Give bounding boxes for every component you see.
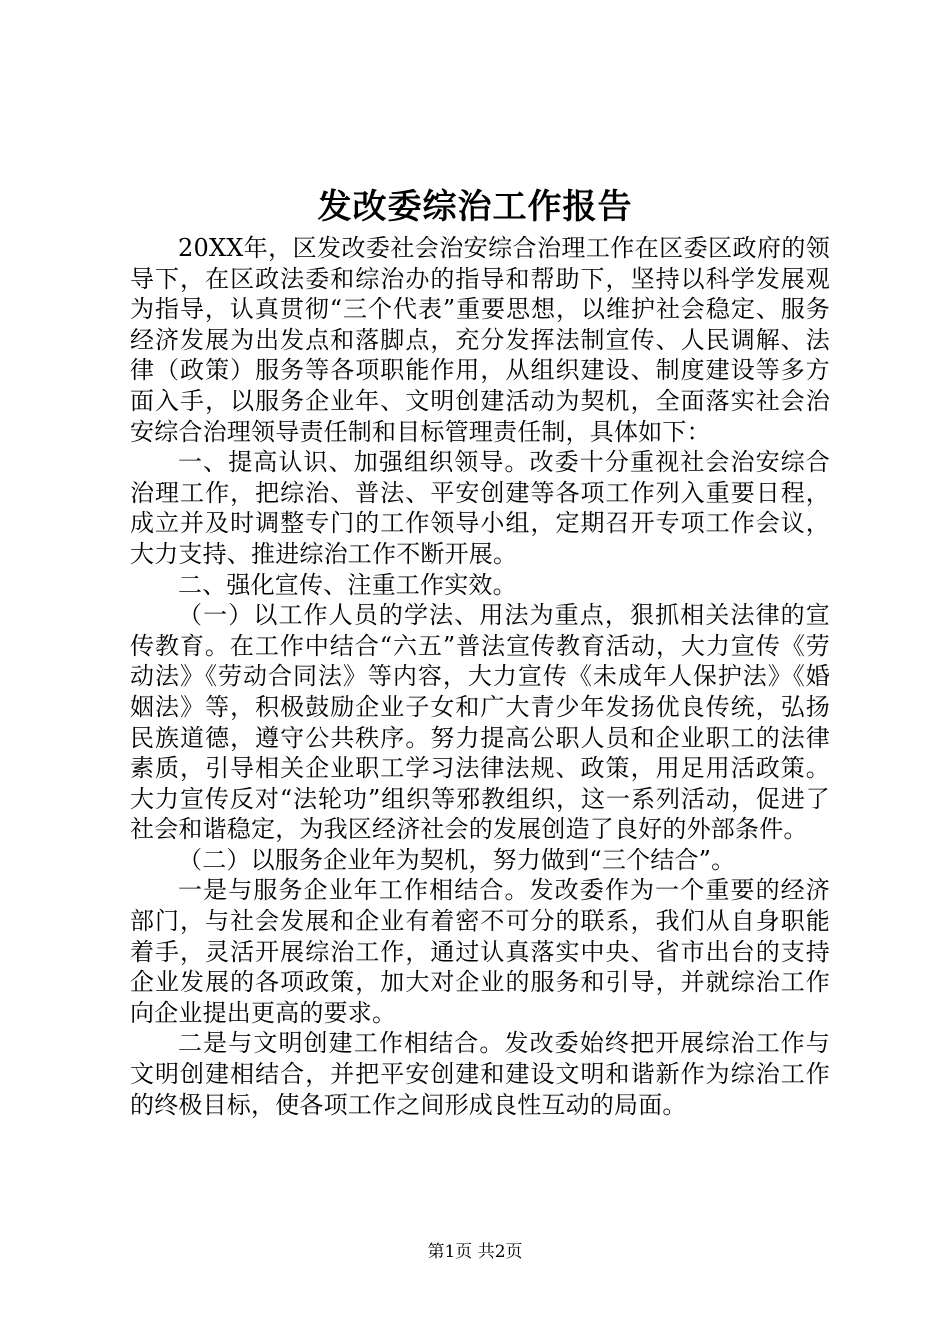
paragraph-point-1: 一是与服务企业年工作相结合。发改委作为一个重要的经济部门，与社会发展和企业有着密不可分的联系，我们从自身职能着手，灵活开展综治工作，通过认真落实中央、省市出台的支持企业发展的各项政策，加大对企业的服务和引导，并就综治工作向企业提出更高的要求。 (130, 876, 830, 1027)
page-number-footer: 第1页 共2页 (427, 1242, 523, 1262)
paragraph-subsection-2-heading: （二）以服务企业年为契机，努力做到“三个结合”。 (178, 845, 736, 874)
document-body (130, 233, 830, 1120)
document-title: 发改委综治工作报告 (317, 187, 633, 227)
paragraph-point-2: 二是与文明创建工作相结合。发改委始终把开展综治工作与文明创建相结合，并把平安创建和建设文明和谐新作为综治工作的终极目标，使各项工作之间形成良性互动的局面。 (130, 1029, 830, 1119)
paragraph-intro: 20XX年，区发改委社会治安综合治理工作在区委区政府的领导下，在区政法委和综治办的指导和帮助下，坚持以科学发展观为指导，认真贯彻“三个代表”重要思想，以维护社会稳定、服务经济发展为出发点和落脚点，充分发挥法制宣传、人民调解、法律（政策）服务等各项职能作用，从组织建设、制度建设等多方面入手，以服务企业年、文明创建活动为契机，全面落实社会治安综合治理领导责任制和目标管理责任制，具体如下： (130, 234, 830, 446)
paragraph-subsection-1: （一）以工作人员的学法、用法为重点，狠抓相关法律的宣传教育。在工作中结合“六五”普法宣传教育活动，大力宣传《劳动法》《劳动合同法》等内容，大力宣传《未成年人保护法》《婚姻法》等，积极鼓励企业子女和广大青少年发扬优良传统，弘扬民族道德，遵守公共秩序。努力提高公职人员和企业职工的法律素质，引导相关企业职工学习法律法规、政策，用足用活政策。大力宣传反对“法轮功”组织等邪教组织，这一系列活动，促进了社会和谐稳定，为我区经济社会的发展创造了良好的外部条件。 (130, 601, 830, 844)
paragraph-section-1: 一、提高认识、加强组织领导。改委十分重视社会治安综合治理工作，把综治、普法、平安创建等各项工作列入重要日程，成立并及时调整专门的工作领导小组，定期召开专项工作会议，大力支持、推进综治工作不断开展。 (130, 448, 830, 568)
paragraph-section-2-heading: 二、强化宣传、注重工作实效。 (178, 570, 517, 599)
